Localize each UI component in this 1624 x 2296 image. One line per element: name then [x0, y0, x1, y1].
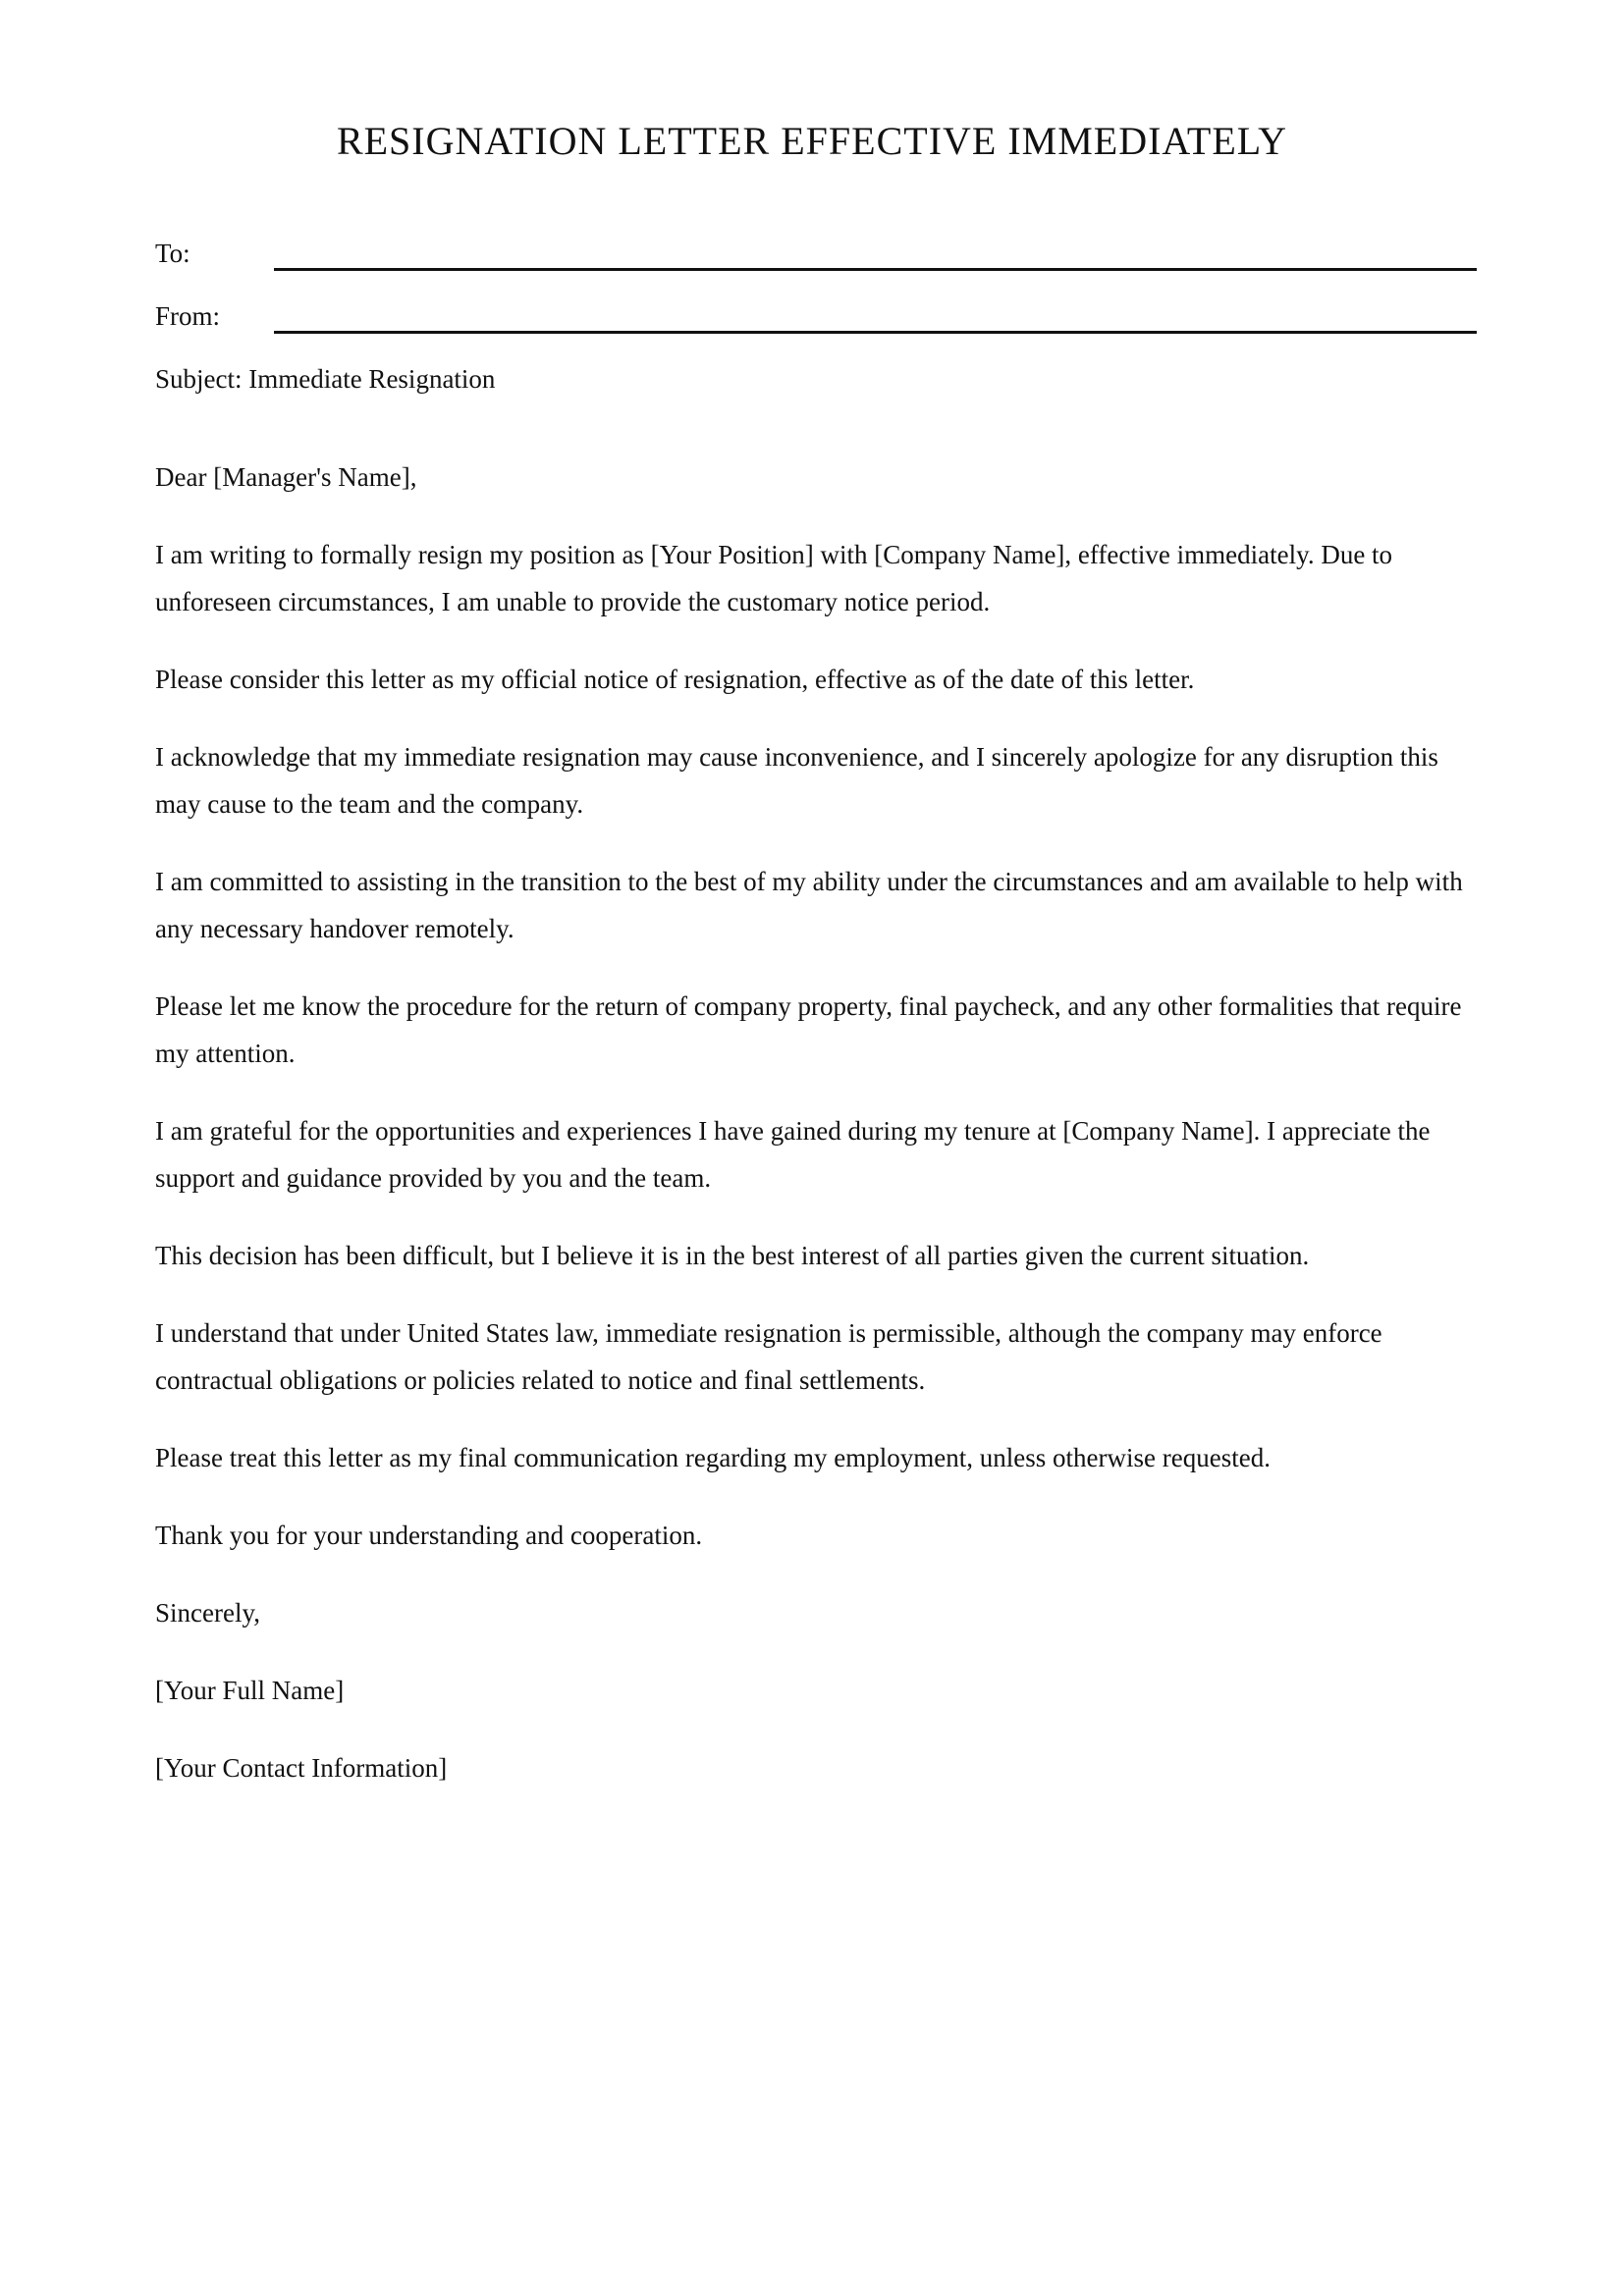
paragraph-official-notice: Please consider this letter as my official notice of resignation, effective as of the date of this letter.: [155, 665, 1195, 694]
closing: Sincerely,: [155, 1598, 260, 1628]
letter-body: [155, 454, 1481, 1822]
from-label: From:: [155, 301, 221, 331]
paragraph-transition: I am committed to assisting in the transition to the best of my ability under the circumstances and am available to help with any necessary handover remotely.: [155, 867, 1463, 943]
paragraph-gratitude: I am grateful for the opportunities and experiences I have gained during my tenure at [Company Name]. I appreciate the support and guidance provided by you and the team.: [155, 1116, 1431, 1193]
contact-info: [Your Contact Information]: [155, 1753, 448, 1783]
paragraph-final-communication: Please treat this letter as my final communication regarding my employment, unless otherwise requested.: [155, 1443, 1271, 1472]
paragraph-legal: I understand that under United States law, immediate resignation is permissible, although the company may enforce contractual obligations or policies related to notice and final settlements.: [155, 1318, 1382, 1395]
paragraph-resignation: I am writing to formally resign my position as [Your Position] with [Company Name], effective immediately. Due to unforeseen circumstances, I am unable to provide the customary notice period.: [155, 540, 1393, 616]
salutation: Dear [Manager's Name],: [155, 462, 417, 492]
to-field: [155, 234, 1477, 273]
paragraph-thanks: Thank you for your understanding and cooperation.: [155, 1521, 703, 1550]
from-blank-line: [274, 331, 1477, 334]
to-label: To:: [155, 239, 190, 268]
to-blank-line: [274, 268, 1477, 271]
subject-line: Subject: Immediate Resignation: [155, 364, 496, 394]
from-field: [155, 296, 1477, 336]
paragraph-decision: This decision has been difficult, but I believe it is in the best interest of all parties given the current situation.: [155, 1241, 1310, 1270]
page-title: RESIGNATION LETTER EFFECTIVE IMMEDIATELY: [336, 119, 1288, 163]
paragraph-apology: I acknowledge that my immediate resignation may cause inconvenience, and I sincerely apologize for any disruption this may cause to the team and the company.: [155, 742, 1438, 819]
full-name: [Your Full Name]: [155, 1676, 345, 1705]
paragraph-procedure: Please let me know the procedure for the return of company property, final paycheck, and any other formalities that require my attention.: [155, 991, 1462, 1068]
